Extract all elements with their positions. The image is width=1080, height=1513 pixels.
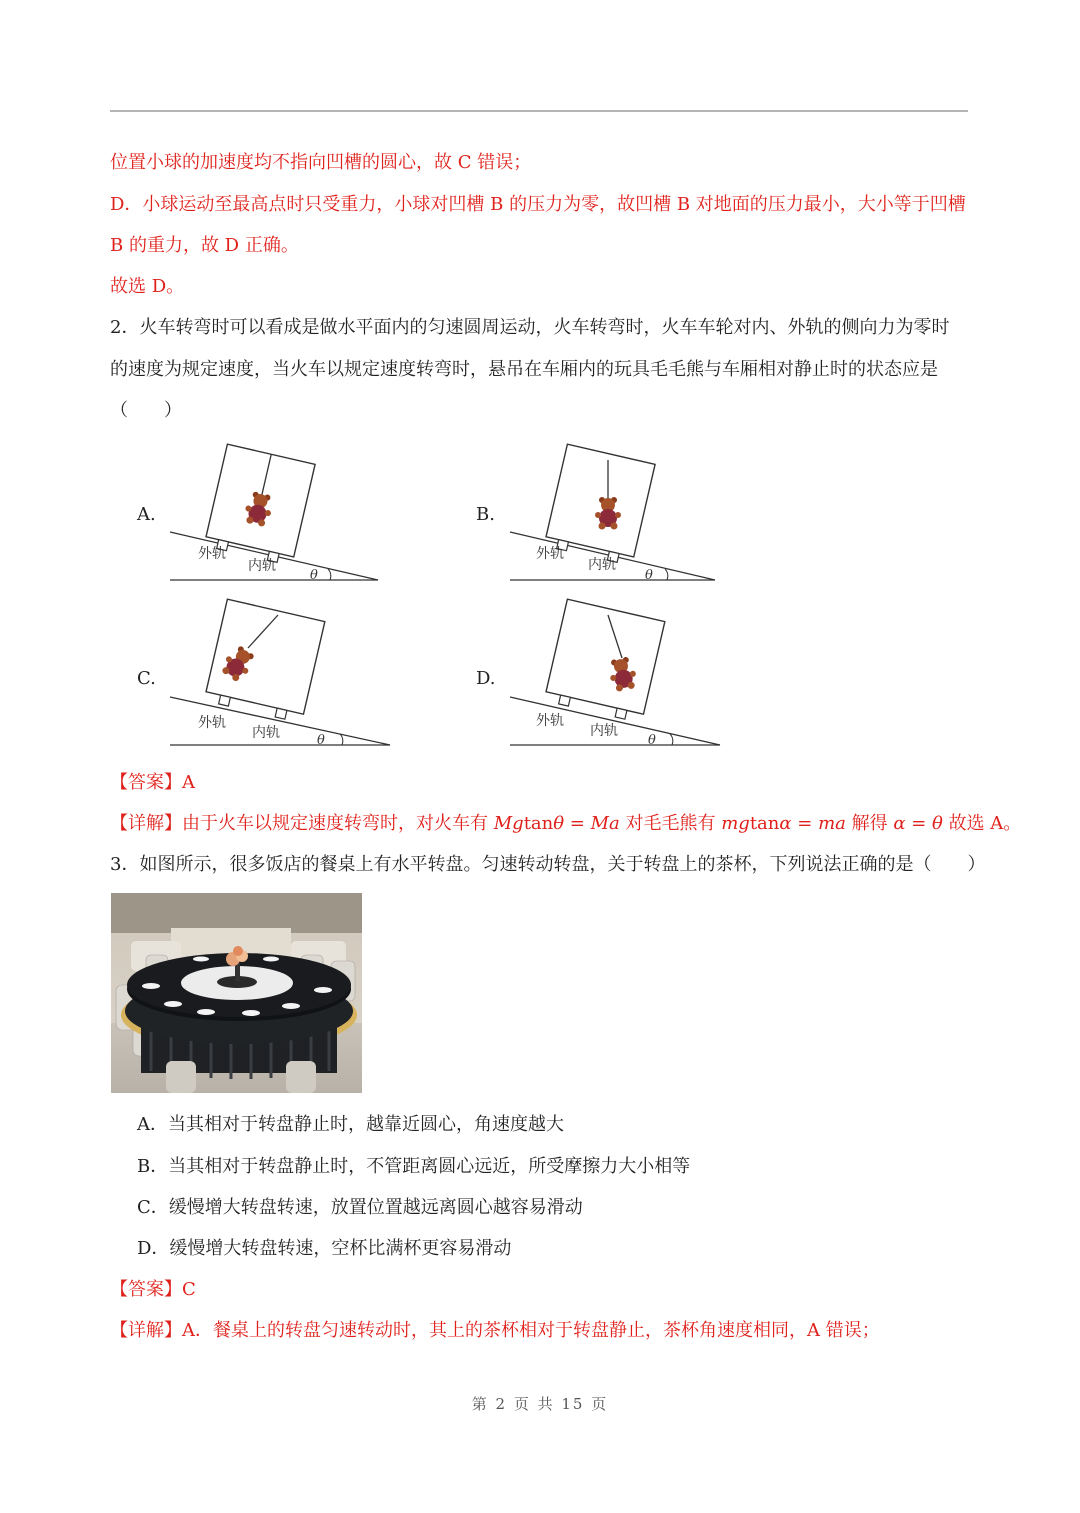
theta-label: θ <box>310 568 318 583</box>
outer-rail-label: 外轨 <box>198 715 226 731</box>
option-d: D．缓慢增大转盘转速，空杯比满杯更容易滑动 <box>137 1238 512 1259</box>
inner-rail-label: 内轨 <box>590 723 618 739</box>
detail-2 <box>110 811 1021 837</box>
question-2-stem: 2．火车转弯时可以看成是做水平面内的匀速圆周运动，火车转弯时，火车车轮对内、外轨的侧向力为零时 <box>110 317 950 338</box>
text-line: 位置小球的加速度均不指向凹槽的圆心，故 C 错误； <box>110 152 532 173</box>
math-text: θ = Ma <box>553 813 620 834</box>
train-figure-b <box>500 438 730 588</box>
train-figure-c <box>160 603 395 753</box>
text-line: 故选 D。 <box>110 276 185 297</box>
theta-label: θ <box>648 733 656 748</box>
text-line: D．小球运动至最高点时只受重力，小球对凹槽 B 的压力为零，故凹槽 B 对地面的压力最小，大小等于凹槽 <box>110 194 966 215</box>
figure-label-b: B. <box>476 504 495 525</box>
inner-rail-label: 内轨 <box>248 558 276 574</box>
detail-tag: 【详解】 <box>110 1320 182 1341</box>
outer-rail-label: 外轨 <box>198 546 226 562</box>
train-figure-a <box>160 438 390 588</box>
detail-text: 对毛毛熊有 <box>619 813 722 834</box>
math-text: tan <box>749 813 780 834</box>
figure-label-d: D. <box>476 668 496 689</box>
detail-3 <box>110 1318 880 1344</box>
outer-rail-label: 外轨 <box>536 713 564 729</box>
question-3-stem: 3．如图所示，很多饭店的餐桌上有水平转盘。匀速转动转盘，关于转盘上的茶杯，下列说法正确的是（ ） <box>110 854 986 875</box>
outer-rail-label: 外轨 <box>536 546 564 562</box>
option-c: C．缓慢增大转盘转速，放置位置越远离圆心越容易滑动 <box>137 1197 583 1218</box>
answer-value: A <box>182 772 195 793</box>
header-rule <box>110 110 968 112</box>
dining-table-photo <box>111 893 362 1093</box>
question-2-blank: （ ） <box>110 400 182 421</box>
theta-label: θ <box>645 568 653 583</box>
math-text: α = θ <box>893 813 943 834</box>
detail-text: A．餐桌上的转盘匀速转动时，其上的茶杯相对于转盘静止，茶杯角速度相同，A 错误； <box>182 1320 880 1341</box>
figure-label-a: A. <box>137 504 156 525</box>
math-text: mg <box>721 813 750 834</box>
detail-text: 解得 <box>845 813 894 834</box>
inner-rail-label: 内轨 <box>252 725 280 741</box>
figure-label-c: C. <box>137 668 156 689</box>
answer-2 <box>110 770 195 796</box>
detail-tag: 【详解】 <box>110 813 182 834</box>
math-text: Mg <box>493 813 524 834</box>
math-text: α = ma <box>779 813 846 834</box>
theta-label: θ <box>317 733 325 748</box>
answer-tag: 【答案】 <box>110 1279 182 1300</box>
detail-text: 故选 A。 <box>942 813 1022 834</box>
train-figure-d <box>500 603 730 753</box>
text-line: B 的重力，故 D 正确。 <box>110 235 299 256</box>
answer-tag: 【答案】 <box>110 772 182 793</box>
answer-value: C <box>182 1279 196 1300</box>
option-b: B．当其相对于转盘静止时，不管距离圆心远近，所受摩擦力大小相等 <box>137 1156 691 1177</box>
inner-rail-label: 内轨 <box>588 557 616 573</box>
answer-3 <box>110 1277 196 1303</box>
question-2-stem: 的速度为规定速度，当火车以规定速度转弯时，悬吊在车厢内的玩具毛毛熊与车厢相对静止时的状态应是 <box>110 359 938 380</box>
page-footer: 第 2 页 共 15 页 <box>471 1395 609 1413</box>
detail-text: 由于火车以规定速度转弯时，对火车有 <box>182 813 494 834</box>
math-text: tan <box>523 813 554 834</box>
option-a: A．当其相对于转盘静止时，越靠近圆心，角速度越大 <box>137 1114 564 1135</box>
